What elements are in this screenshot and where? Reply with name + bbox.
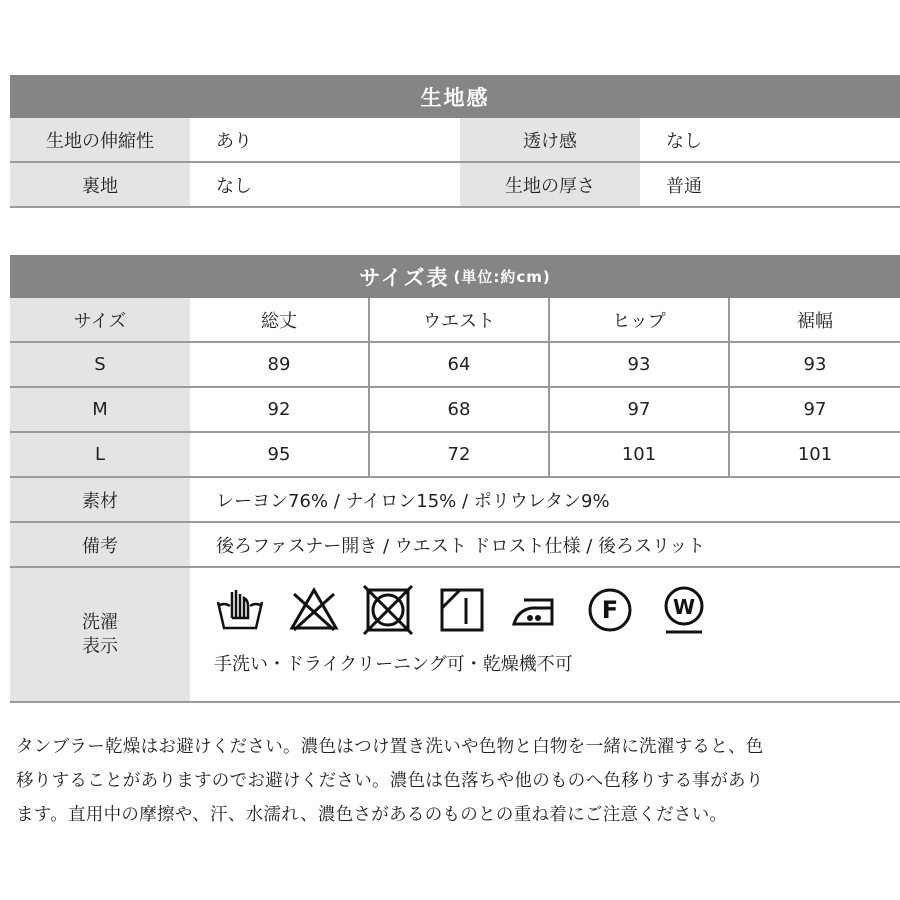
fabric-row — [10, 118, 900, 163]
label — [10, 568, 190, 701]
size-cell: 72 — [370, 433, 550, 476]
value: なし — [666, 130, 702, 152]
size-unit: (単位:約cm) — [453, 268, 551, 286]
label: 素材 — [10, 478, 190, 521]
label: 生地の厚さ — [460, 163, 640, 206]
col-header: 総丈 — [190, 298, 370, 341]
label: 裏地 — [10, 163, 190, 206]
col-header: サイズ — [10, 298, 190, 341]
size-row — [10, 433, 900, 478]
size-title: サイズ表 — [359, 265, 450, 290]
value: あり — [216, 130, 252, 152]
care-label-2: 表示 — [82, 635, 118, 657]
label: 生地の伸縮性 — [10, 118, 190, 161]
size-cell: 101 — [550, 433, 730, 476]
col-header: ヒップ — [550, 298, 730, 341]
size-cell: 64 — [370, 343, 550, 386]
col-header: ウエスト — [370, 298, 550, 341]
material-row — [10, 478, 900, 523]
hand-wash-icon — [214, 584, 266, 636]
dry-clean-f-icon — [584, 584, 636, 636]
value: 普通 — [666, 175, 702, 197]
no-bleach-icon — [288, 584, 340, 636]
shade-dry-icon — [436, 584, 488, 636]
care-label-1: 洗濯 — [82, 611, 118, 633]
label: 備考 — [10, 523, 190, 566]
size-cell: 89 — [190, 343, 370, 386]
size-row — [10, 343, 900, 388]
size-row — [10, 388, 900, 433]
size-label: M — [10, 388, 190, 431]
remarks-row — [10, 523, 900, 568]
size-cell: 101 — [797, 444, 833, 465]
size-header-row — [10, 298, 900, 343]
size-cell: 93 — [803, 354, 827, 375]
note-line: ます。直用中の摩擦や、汗、水濡れ、濃色さがあるのものとの重ね着にご注意ください。 — [16, 805, 728, 825]
svg-text:W: W — [672, 595, 696, 619]
value: なし — [216, 175, 252, 197]
care-icons — [214, 584, 900, 636]
no-tumble-dry-icon — [362, 584, 414, 636]
fabric-header — [10, 75, 900, 118]
size-cell: 93 — [550, 343, 730, 386]
size-cell: 68 — [370, 388, 550, 431]
value: 後ろファスナー開き / ウエスト ドロスト仕様 / 後ろスリット — [216, 535, 706, 557]
fabric-row — [10, 163, 900, 208]
wet-clean-w-icon — [658, 584, 710, 636]
size-header — [10, 255, 900, 298]
size-cell: 97 — [550, 388, 730, 431]
value: レーヨン76% / ナイロン15% / ポリウレタン9% — [216, 490, 610, 512]
care-row — [10, 568, 900, 703]
size-cell: 95 — [190, 433, 370, 476]
size-cell: 97 — [803, 399, 827, 420]
care-content — [190, 568, 900, 701]
fabric-title: 生地感 — [420, 85, 490, 110]
note-line: 移りすることがありますのでお避けください。濃色は色落ちや他のものへ色移りする事があり — [16, 771, 764, 791]
size-label: S — [10, 343, 190, 386]
col-header: 裾幅 — [797, 310, 833, 332]
size-label: L — [10, 433, 190, 476]
care-text: 手洗い・ドライクリーニング可・乾燥機不可 — [214, 654, 573, 675]
note-line: タンブラー乾燥はお避けください。濃色はつけ置き洗いや色物と白物を一緒に洗濯すると、色 — [16, 737, 764, 757]
iron-medium-icon — [510, 584, 562, 636]
size-cell: 92 — [190, 388, 370, 431]
svg-text:F: F — [601, 596, 619, 624]
label: 透け感 — [460, 118, 640, 161]
